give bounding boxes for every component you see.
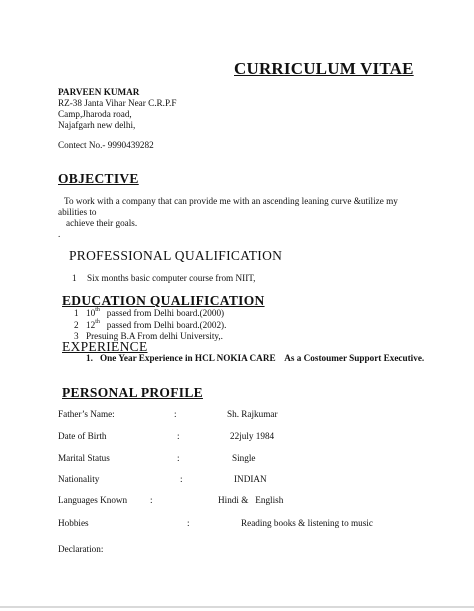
objective-line: To work with a company that can provide me with an ascending leaning curve &utilize my (64, 196, 398, 206)
personal-heading: PERSONAL PROFILE (62, 385, 203, 400)
profile-value: Reading books & listening to music (241, 518, 373, 528)
profile-label: Father’s Name: (58, 409, 115, 419)
profile-separator: : (180, 474, 183, 484)
profile-separator: : (150, 495, 153, 505)
profile-value: Single (232, 453, 256, 463)
objective-line: abilities to (58, 207, 97, 217)
ordinal-suffix: th (95, 319, 100, 325)
address-line: Camp,Jharoda road, (58, 109, 132, 119)
profile-value: Hindi & English (218, 495, 284, 505)
page-title: CURRICULUM VITAE (234, 59, 414, 78)
phone-number: Contect No.- 9990439282 (58, 140, 154, 150)
education-item-num: 2 (74, 320, 79, 330)
education-item-num: 3 (74, 331, 79, 341)
profile-value: 22july 1984 (230, 431, 275, 441)
objective-line: achieve their goals. (66, 218, 138, 228)
profile-separator: : (187, 518, 190, 528)
professional-item-text: Six months basic computer course from NIIT, (87, 273, 256, 283)
candidate-name: PARVEEN KUMAR (58, 87, 140, 97)
profile-value: Sh. Rajkumar (227, 409, 278, 419)
profile-value: INDIAN (234, 474, 267, 484)
education-level: 10 (86, 308, 96, 318)
profile-label: Marital Status (58, 453, 110, 463)
education-item (86, 320, 226, 332)
experience-item-text: One Year Experience in HCL NOKIA CARE As a Costoumer Support Executive. (100, 353, 425, 363)
education-text: passed from Delhi board.(2000) (106, 308, 225, 318)
education-heading: EDUCATION QUALIFICATION (62, 293, 265, 308)
experience-heading: EXPERIENCE (62, 339, 148, 354)
profile-label: Hobbies (58, 518, 89, 528)
education-item-num: 1 (74, 308, 79, 318)
ordinal-suffix: th (95, 307, 100, 313)
experience-item-num: 1. (86, 353, 93, 363)
declaration-label: Declaration: (58, 544, 104, 554)
education-item-text: Presuing B.A From delhi University,. (86, 331, 223, 341)
profile-separator: : (177, 431, 180, 441)
page-bottom-edge (0, 606, 474, 608)
profile-separator: : (177, 453, 180, 463)
education-level: 12 (86, 320, 96, 330)
objective-heading: OBJECTIVE (58, 171, 139, 186)
profile-label: Languages Known (58, 495, 128, 505)
profile-label: Date of Birth (58, 431, 107, 441)
education-text: passed from Delhi board.(2002). (106, 320, 227, 330)
objective-dot: . (58, 229, 61, 239)
address-line: RZ-38 Janta Vihar Near C.R.P.F (58, 98, 177, 108)
address-line: Najafgarh new delhi, (58, 120, 136, 130)
profile-label: Nationality (58, 474, 100, 484)
professional-heading: PROFESSIONAL QUALIFICATION (69, 248, 283, 263)
profile-separator: : (174, 409, 177, 419)
education-item (86, 308, 224, 320)
professional-item-num: 1 (72, 273, 77, 283)
